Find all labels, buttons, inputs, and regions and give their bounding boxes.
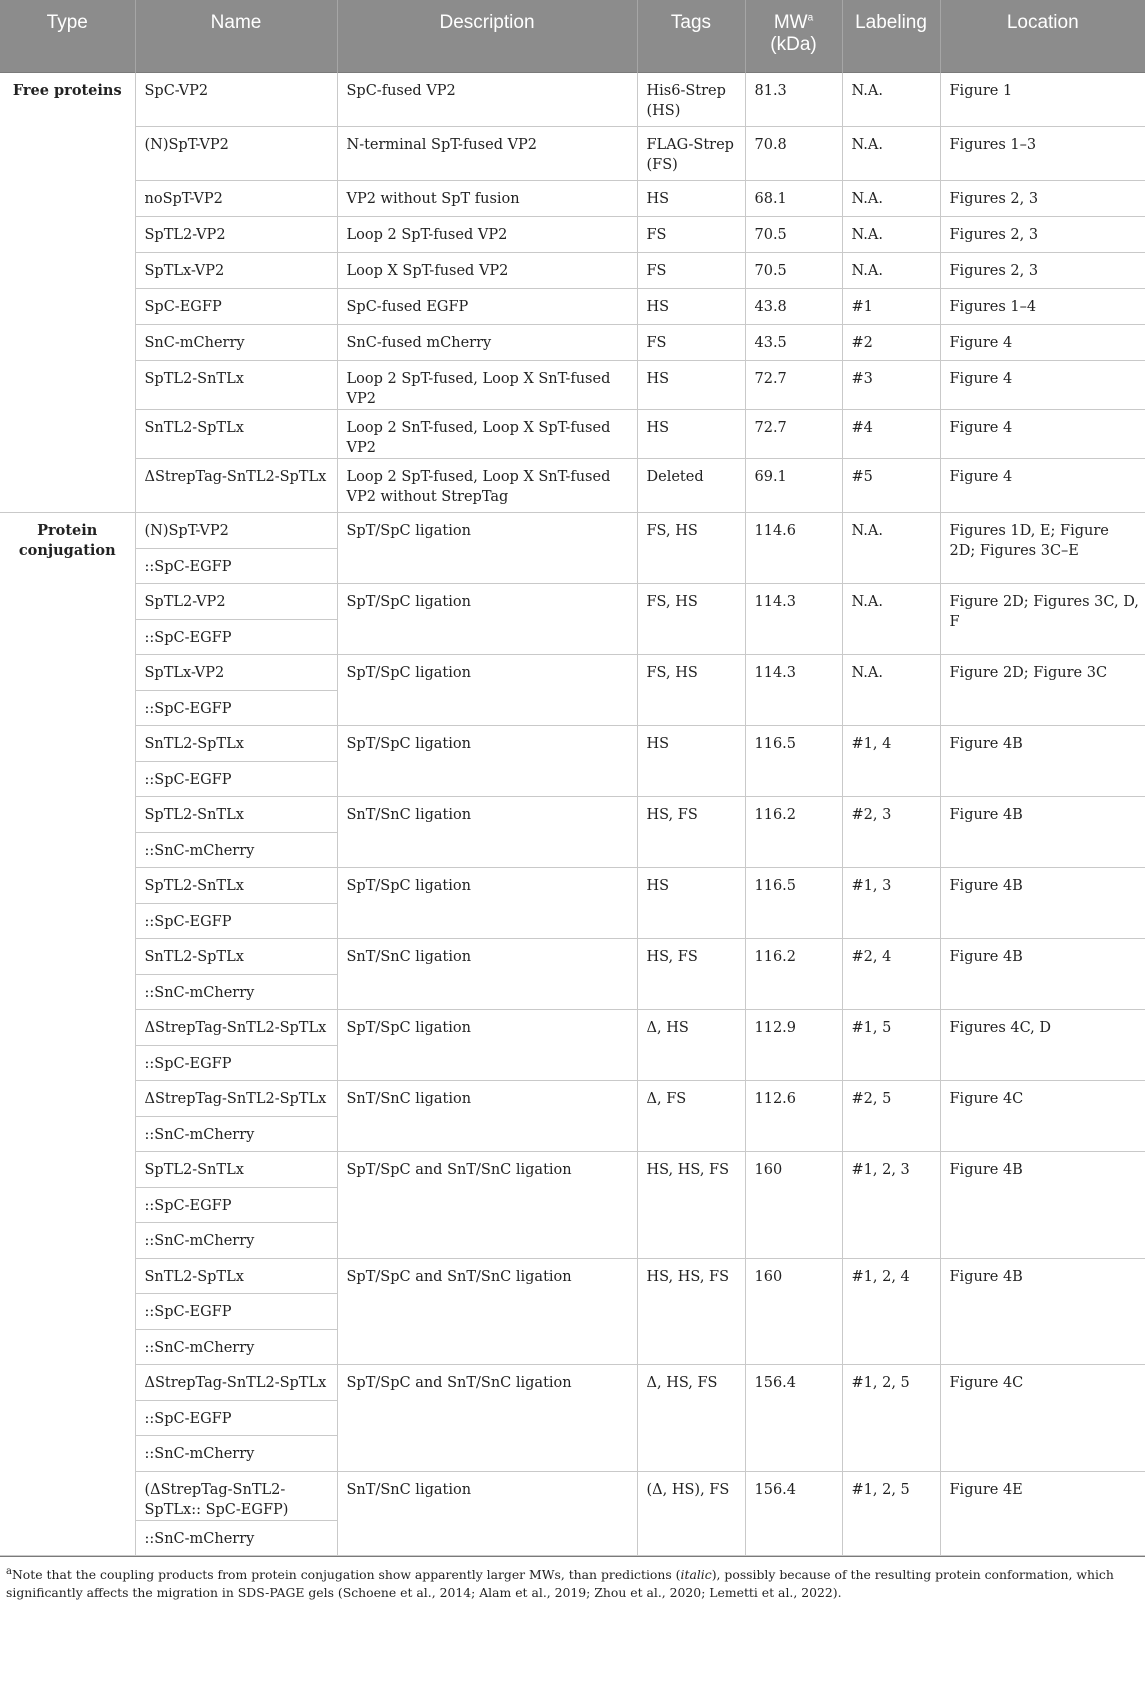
cell-tags: HS [637, 868, 745, 939]
footnote-italic: italic [680, 1567, 712, 1582]
cell-name: SnTL2-SpTLx [135, 410, 337, 459]
cell-description: Loop 2 SpT-fused, Loop X SnT-fused VP2 [337, 361, 637, 410]
cell-description: Loop 2 SpT-fused VP2 [337, 217, 637, 253]
cell-mw: 156.4 [745, 1471, 842, 1556]
cell-name: ::SnC-mCherry [135, 1223, 337, 1259]
cell-location: Figure 1 [940, 73, 1145, 127]
cell-tags: HS [637, 726, 745, 797]
cell-mw: 68.1 [745, 181, 842, 217]
col-location: Location [940, 0, 1145, 73]
section-label-line1: Protein [37, 522, 98, 539]
header-row [0, 0, 1145, 73]
cell-name: SpTL2-VP2 [135, 217, 337, 253]
cell-name: ::SpC-EGFP [135, 1400, 337, 1436]
cell-tags: FS [637, 217, 745, 253]
cell-mw: 116.5 [745, 868, 842, 939]
section-label-line2: conjugation [18, 542, 116, 559]
cell-name: ::SpC-EGFP [135, 903, 337, 939]
cell-mw: 114.3 [745, 584, 842, 655]
cell-mw: 70.5 [745, 217, 842, 253]
cell-location: Figure 4 [940, 459, 1145, 513]
cell-location: Figure 4C [940, 1081, 1145, 1152]
cell-name: ::SnC-mCherry [135, 1436, 337, 1472]
cell-labeling: #2 [842, 325, 940, 361]
cell-description: SpT/SpC ligation [337, 1010, 637, 1081]
cell-name: ΔStrepTag-SnTL2-SpTLx [135, 1081, 337, 1117]
cell-location: Figure 4E [940, 1471, 1145, 1556]
cell-description: SpT/SpC ligation [337, 868, 637, 939]
cell-labeling: #1, 2, 4 [842, 1258, 940, 1365]
cell-tags: HS [637, 181, 745, 217]
cell-name: ::SpC-EGFP [135, 1294, 337, 1330]
cell-mw: 112.9 [745, 1010, 842, 1081]
cell-mw: 156.4 [745, 1365, 842, 1472]
cell-description: SpT/SpC ligation [337, 726, 637, 797]
cell-description: SpT/SpC ligation [337, 584, 637, 655]
cell-name: ::SnC-mCherry [135, 1116, 337, 1152]
cell-tags: Δ, FS [637, 1081, 745, 1152]
cell-name: SnTL2-SpTLx [135, 939, 337, 975]
cell-location: Figure 4B [940, 868, 1145, 939]
table-row [0, 127, 1145, 181]
cell-name: SpC-VP2 [135, 73, 337, 127]
cell-name: ΔStrepTag-SnTL2-SpTLx [135, 459, 337, 513]
table-row [0, 726, 1145, 762]
cell-name: SnTL2-SpTLx [135, 1258, 337, 1294]
cell-name: SpTL2-SnTLx [135, 361, 337, 410]
cell-location: Figure 4 [940, 325, 1145, 361]
cell-labeling: #1, 2, 5 [842, 1471, 940, 1556]
cell-labeling: #2, 4 [842, 939, 940, 1010]
cell-labeling: #2, 3 [842, 797, 940, 868]
cell-mw: 43.5 [745, 325, 842, 361]
cell-tags: HS [637, 410, 745, 459]
cell-description: SpT/SpC ligation [337, 513, 637, 584]
table-row [0, 1365, 1145, 1401]
table-row [0, 181, 1145, 217]
col-mw [745, 0, 842, 73]
cell-tags: Deleted [637, 459, 745, 513]
cell-location: Figures 2, 3 [940, 217, 1145, 253]
cell-mw: 114.6 [745, 513, 842, 584]
table-row [0, 361, 1145, 410]
cell-labeling: N.A. [842, 655, 940, 726]
cell-description: Loop 2 SpT-fused, Loop X SnT-fused VP2 without StrepTag [337, 459, 637, 513]
cell-mw: 116.2 [745, 797, 842, 868]
cell-name: SpC-EGFP [135, 289, 337, 325]
cell-tags: HS [637, 289, 745, 325]
col-labeling: Labeling [842, 0, 940, 73]
cell-tags: FS [637, 253, 745, 289]
cell-mw: 72.7 [745, 410, 842, 459]
cell-location: Figure 4B [940, 797, 1145, 868]
cell-name: ::SpC-EGFP [135, 619, 337, 655]
cell-labeling: N.A. [842, 513, 940, 584]
cell-tags: HS [637, 361, 745, 410]
cell-tags: HS, HS, FS [637, 1152, 745, 1259]
cell-location: Figure 4B [940, 1258, 1145, 1365]
cell-name: SpTL2-SnTLx [135, 868, 337, 904]
cell-labeling: #4 [842, 410, 940, 459]
cell-name: ::SpC-EGFP [135, 1187, 337, 1223]
cell-mw: 70.8 [745, 127, 842, 181]
cell-location: Figures 4C, D [940, 1010, 1145, 1081]
table-row [0, 1258, 1145, 1294]
footnote [0, 1556, 1145, 1602]
cell-tags: Δ, HS [637, 1010, 745, 1081]
cell-name: SpTL2-VP2 [135, 584, 337, 620]
table-row [0, 410, 1145, 459]
cell-mw: 70.5 [745, 253, 842, 289]
table-body [0, 73, 1145, 1556]
section-free-proteins [0, 73, 135, 513]
cell-tags: HS, HS, FS [637, 1258, 745, 1365]
cell-description: SnT/SnC ligation [337, 797, 637, 868]
table-row [0, 73, 1145, 127]
cell-name: SnTL2-SpTLx [135, 726, 337, 762]
cell-labeling: #1, 5 [842, 1010, 940, 1081]
footnote-text-before: Note that the coupling products from protein conjugation show apparently larger MWs, than predictions ( [11, 1567, 681, 1582]
cell-name: ::SpC-EGFP [135, 690, 337, 726]
table-row [0, 459, 1145, 513]
cell-name: (N)SpT-VP2 [135, 127, 337, 181]
cell-mw: 43.8 [745, 289, 842, 325]
cell-tags: FS [637, 325, 745, 361]
cell-name: noSpT-VP2 [135, 181, 337, 217]
cell-labeling: #1, 2, 5 [842, 1365, 940, 1472]
cell-mw: 160 [745, 1152, 842, 1259]
cell-labeling: #1, 4 [842, 726, 940, 797]
cell-labeling: N.A. [842, 253, 940, 289]
cell-mw: 116.5 [745, 726, 842, 797]
cell-name: ::SnC-mCherry [135, 832, 337, 868]
footnote-text-after: ), possibly because of the resulting protein conformation, which significantly affects the migration in SDS-PAGE gels (Schoene et al., 2014; Alam et al., 2019; Zhou et al., 2020; Lemetti et al., 2022). [6, 1567, 1114, 1600]
table-row [0, 1010, 1145, 1046]
cell-mw: 116.2 [745, 939, 842, 1010]
cell-tags: FS, HS [637, 655, 745, 726]
cell-name: SpTLx-VP2 [135, 655, 337, 691]
cell-description: SpC-fused EGFP [337, 289, 637, 325]
col-mw-unit: (kDa) [770, 34, 817, 55]
cell-tags: Δ, HS, FS [637, 1365, 745, 1472]
cell-name: ::SnC-mCherry [135, 1329, 337, 1365]
cell-description: VP2 without SpT fusion [337, 181, 637, 217]
cell-tags: FS, HS [637, 513, 745, 584]
cell-mw: 69.1 [745, 459, 842, 513]
cell-name: ::SpC-EGFP [135, 761, 337, 797]
cell-description: Loop 2 SnT-fused, Loop X SpT-fused VP2 [337, 410, 637, 459]
cell-name: SpTL2-SnTLx [135, 797, 337, 833]
cell-labeling: N.A. [842, 181, 940, 217]
cell-name: ::SpC-EGFP [135, 1045, 337, 1081]
cell-location: Figure 2D; Figures 3C, D, F [940, 584, 1145, 655]
cell-name: (N)SpT-VP2 [135, 513, 337, 549]
cell-labeling: N.A. [842, 127, 940, 181]
cell-name: SpTL2-SnTLx [135, 1152, 337, 1188]
cell-description: SnT/SnC ligation [337, 939, 637, 1010]
cell-location: Figures 1–4 [940, 289, 1145, 325]
table-row [0, 797, 1145, 833]
cell-name: SpTLx-VP2 [135, 253, 337, 289]
cell-labeling: #2, 5 [842, 1081, 940, 1152]
cell-tags: HS, FS [637, 939, 745, 1010]
cell-tags: HS, FS [637, 797, 745, 868]
table-row [0, 289, 1145, 325]
cell-description: SnC-fused mCherry [337, 325, 637, 361]
cell-labeling: #1 [842, 289, 940, 325]
cell-location: Figure 4B [940, 939, 1145, 1010]
mw-footnote-marker: a [807, 12, 814, 24]
table-row [0, 1152, 1145, 1188]
cell-location: Figures 1D, E; Figure 2D; Figures 3C–E [940, 513, 1145, 584]
table-row [0, 1081, 1145, 1117]
cell-location: Figure 4B [940, 1152, 1145, 1259]
col-mw-label: MW [773, 12, 808, 33]
cell-name: ::SnC-mCherry [135, 1520, 337, 1556]
table-row [0, 253, 1145, 289]
cell-location: Figures 1–3 [940, 127, 1145, 181]
cell-tags: FS, HS [637, 584, 745, 655]
cell-mw: 160 [745, 1258, 842, 1365]
cell-mw: 114.3 [745, 655, 842, 726]
table-row [0, 939, 1145, 975]
cell-location: Figure 4B [940, 726, 1145, 797]
cell-description: Loop X SpT-fused VP2 [337, 253, 637, 289]
cell-labeling: #3 [842, 361, 940, 410]
cell-description: SpT/SpC and SnT/SnC ligation [337, 1365, 637, 1472]
cell-labeling: #5 [842, 459, 940, 513]
cell-location: Figure 4 [940, 410, 1145, 459]
cell-name: ::SpC-EGFP [135, 548, 337, 584]
cell-description: SpC-fused VP2 [337, 73, 637, 127]
col-tags: Tags [637, 0, 745, 73]
cell-name: ::SnC-mCherry [135, 974, 337, 1010]
cell-name: SnC-mCherry [135, 325, 337, 361]
cell-location: Figure 4C [940, 1365, 1145, 1472]
cell-location: Figures 2, 3 [940, 181, 1145, 217]
cell-labeling: N.A. [842, 73, 940, 127]
table-row [0, 655, 1145, 691]
cell-labeling: N.A. [842, 584, 940, 655]
cell-location: Figures 2, 3 [940, 253, 1145, 289]
col-type: Type [0, 0, 135, 73]
cell-name: ΔStrepTag-SnTL2-SpTLx [135, 1010, 337, 1046]
cell-description: SnT/SnC ligation [337, 1471, 637, 1556]
cell-mw: 112.6 [745, 1081, 842, 1152]
cell-description: SpT/SpC and SnT/SnC ligation [337, 1152, 637, 1259]
section-protein-conjugation [0, 513, 135, 1556]
table-row [0, 868, 1145, 904]
cell-labeling: #1, 3 [842, 868, 940, 939]
table-row [0, 513, 1145, 549]
cell-name: (ΔStrepTag-SnTL2-SpTLx:: SpC-EGFP) [135, 1471, 337, 1520]
cell-description: SpT/SpC ligation [337, 655, 637, 726]
cell-description: SnT/SnC ligation [337, 1081, 637, 1152]
cell-mw: 81.3 [745, 73, 842, 127]
col-description: Description [337, 0, 637, 73]
cell-name: ΔStrepTag-SnTL2-SpTLx [135, 1365, 337, 1401]
cell-location: Figure 2D; Figure 3C [940, 655, 1145, 726]
footnote-marker: a [6, 1565, 12, 1577]
table-row [0, 325, 1145, 361]
cell-description: SpT/SpC and SnT/SnC ligation [337, 1258, 637, 1365]
cell-labeling: N.A. [842, 217, 940, 253]
col-name: Name [135, 0, 337, 73]
cell-location: Figure 4 [940, 361, 1145, 410]
cell-mw: 72.7 [745, 361, 842, 410]
table-row [0, 1471, 1145, 1520]
cell-tags: (Δ, HS), FS [637, 1471, 745, 1556]
cell-tags: His6-Strep (HS) [637, 73, 745, 127]
table-row [0, 217, 1145, 253]
cell-labeling: #1, 2, 3 [842, 1152, 940, 1259]
cell-description: N-terminal SpT-fused VP2 [337, 127, 637, 181]
table-row [0, 584, 1145, 620]
cell-tags: FLAG-Strep (FS) [637, 127, 745, 181]
section-label: Free proteins [12, 82, 122, 99]
